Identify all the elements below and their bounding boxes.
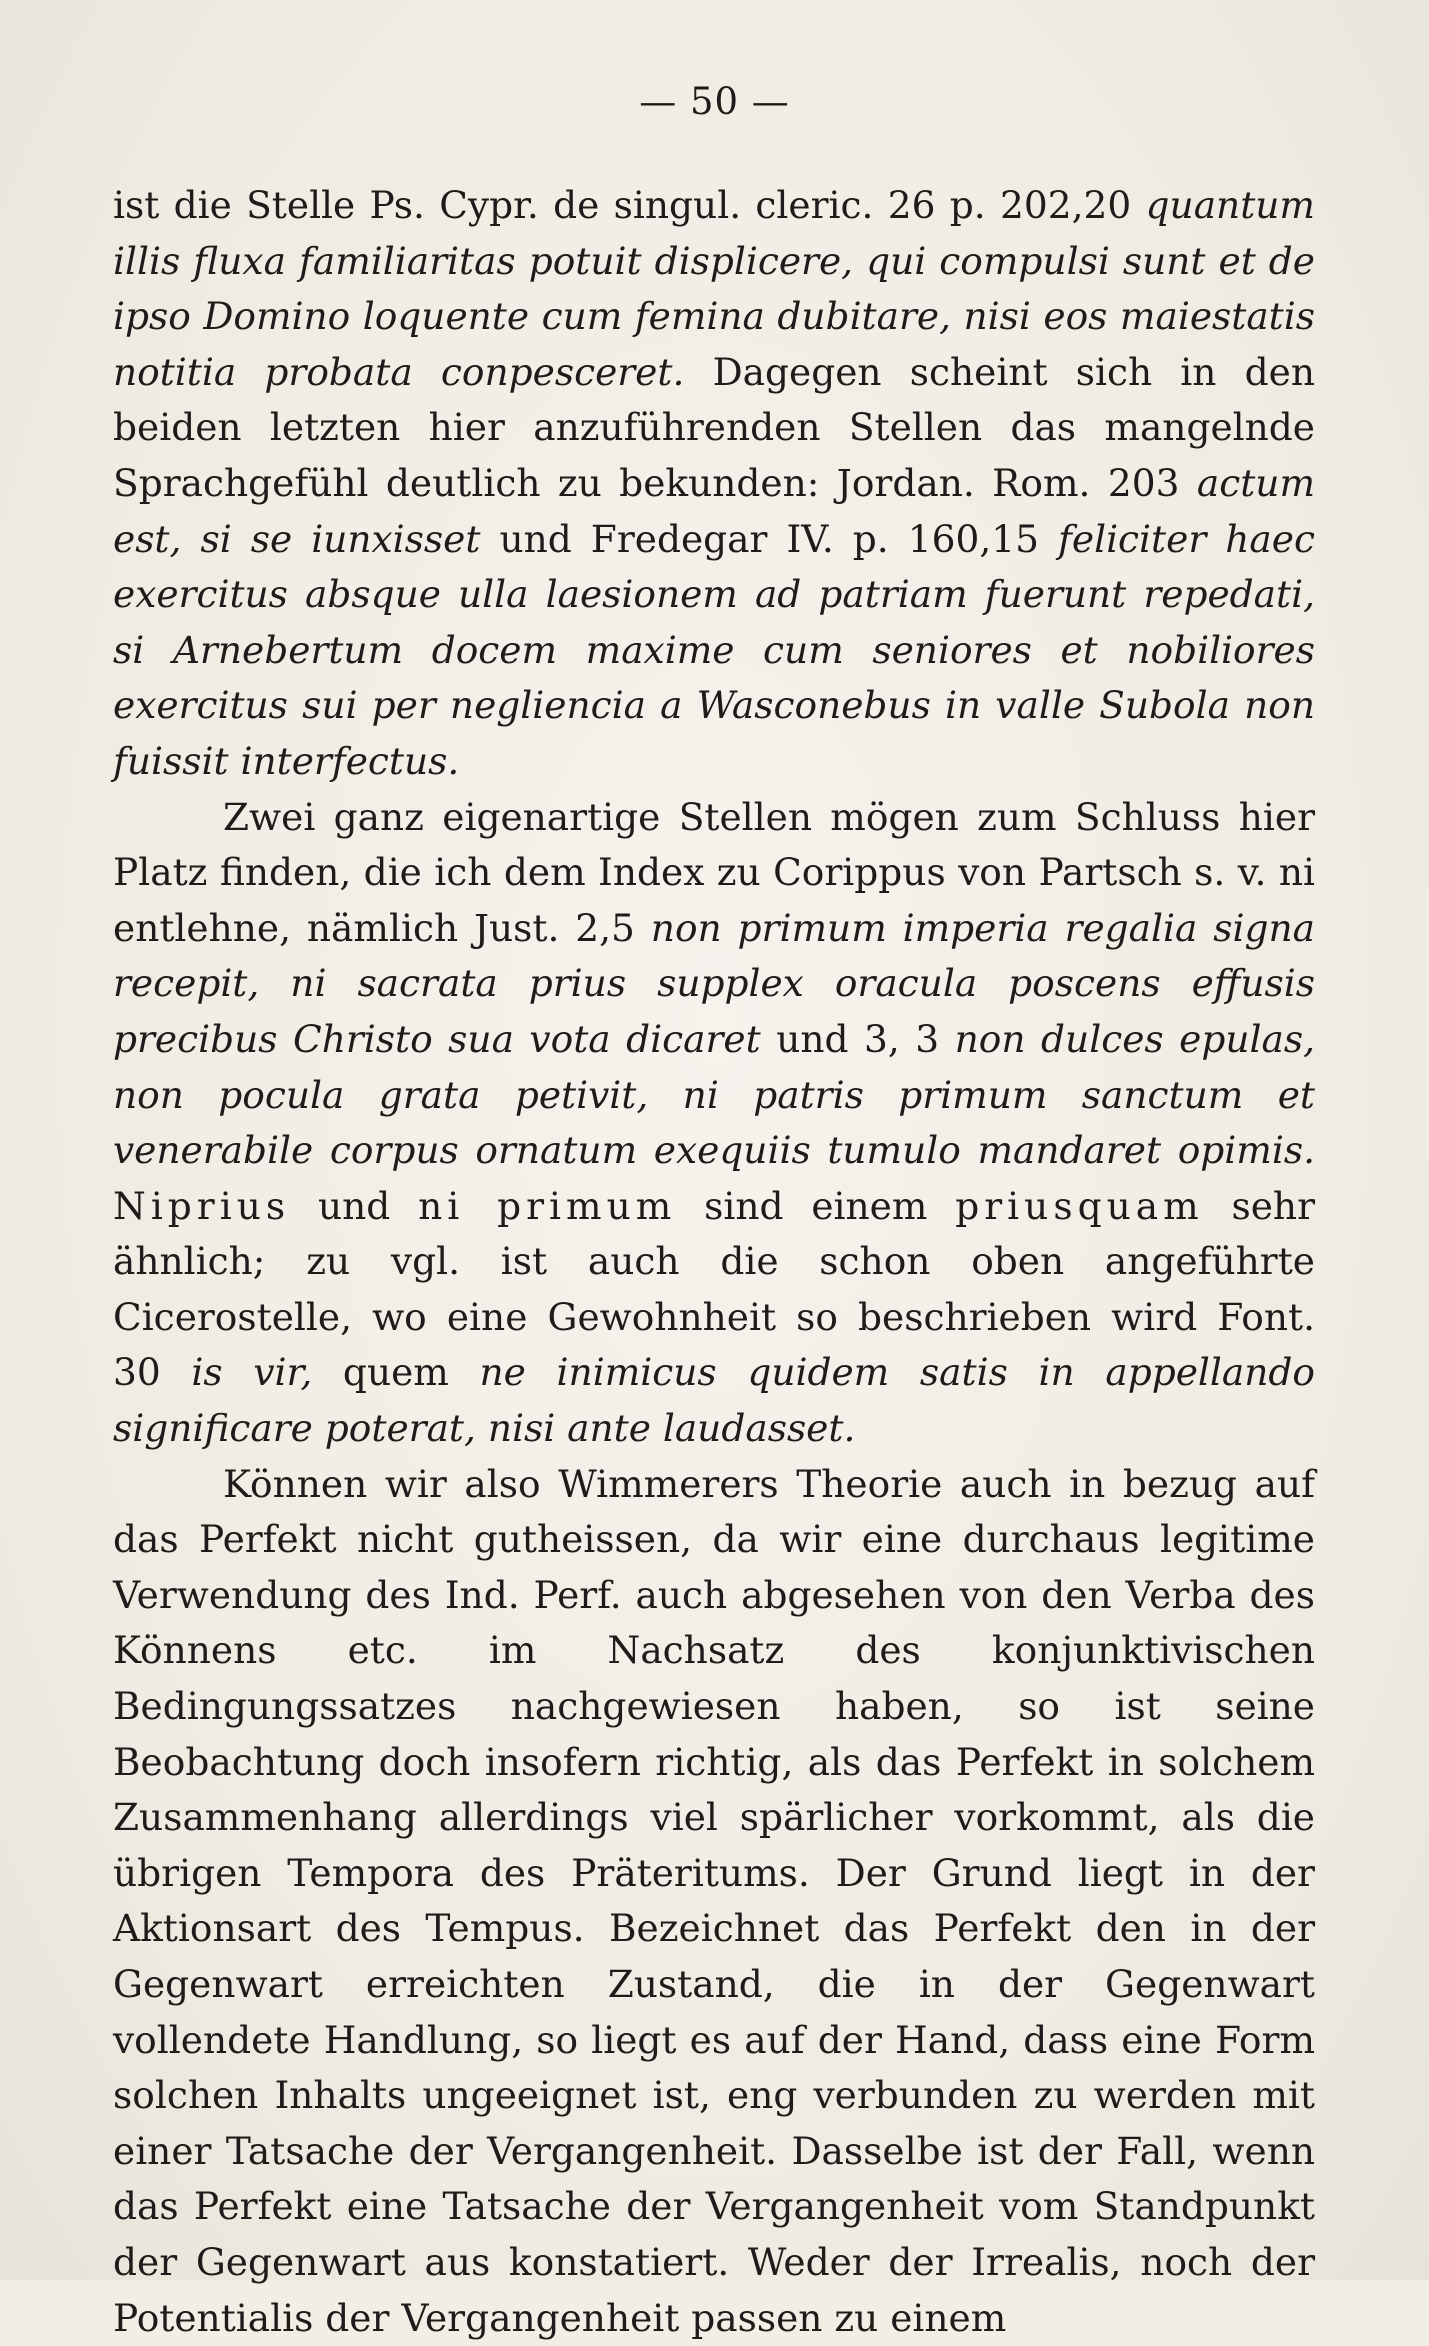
- text-run: sind einem: [676, 1183, 956, 1228]
- text-run: Können wir also Wimmerers Theorie auch in bezug auf das Perfekt nicht gutheissen, da wir eine durchaus legitime Verwendung des Ind. Perf. auch abgesehen von den Verba des Könnens etc. im Nachsatz des konjunktivischen Bedingungssatzes nachgewiesen haben, so ist seine Beobachtung doch insofern richtig, als das Perfekt in solchem Zusammenhang allerdings viel spärlicher vorkommt, als die übrigen Tempora des Präteritums. Der Grund liegt in der Aktionsart des Tempus. Bezeichnet das Perfekt den in der Gegenwart erreichten Zustand, die in der Gegenwart vollendete Handlung, so liegt es auf der Hand, dass eine Form solchen Inhalts ungeeignet ist, eng verbunden zu werden mit einer Tatsache der Vergangenheit. Dasselbe ist der Fall, wenn das Perfekt eine Tatsache der Vergangenheit vom Standpunkt der Gegenwart aus konstatiert. Weder der Irrealis, noch der Potentialis der Vergangenheit passen zu einem: [113, 1461, 1315, 2340]
- latin-quotation: ne inimicus quidem satis in appellando significare poterat, nisi ante laudasset.: [113, 1350, 1315, 1451]
- spaced-emphasis: priusquam: [955, 1183, 1204, 1228]
- text-run: und 3, 3: [760, 1016, 955, 1061]
- text-run: sehr ähnlich; zu vgl. ist auch die schon oben angeführte Cicerostelle, wo eine Gewohnheit so beschrieben wird Font. 30: [113, 1183, 1315, 1395]
- latin-quotation: is vir,: [191, 1350, 313, 1395]
- body-text: [113, 178, 1315, 2346]
- spaced-emphasis: Niprius: [113, 1183, 291, 1228]
- text-run: Dagegen scheint sich in den beiden letzten hier anzuführenden Stellen das mangelnde Sprachgefühl deutlich zu bekunden: Jordan. Rom. 203: [113, 349, 1315, 505]
- latin-quotation: feliciter haec exercitus absque ulla laesionem ad patriam fuerunt repedati, si Arnebertum docem maxime cum seniores et nobiliores exercitus sui per negliencia a Wasconebus in valle Subola non fuissit interfectus.: [113, 516, 1315, 783]
- text-run: und Fredegar IV. p. 160,15: [480, 516, 1058, 561]
- page-number: — 50 —: [639, 80, 790, 123]
- latin-quotation: non primum imperia regalia signa recepit, ni sacrata prius supplex oracula poscens effusis precibus Christo sua vota dicaret: [113, 905, 1315, 1061]
- latin-quotation: actum est, si se iunxisset: [113, 460, 1315, 561]
- latin-quotation: non dulces epulas, non pocula grata petivit, ni patris primum sanctum et venerabile corpus ornatum exequiis tumulo mandaret opimis.: [113, 1016, 1315, 1173]
- text-run: ist die Stelle Ps. Cypr. de singul. cleric. 26 p. 202,20: [113, 183, 1146, 227]
- text-run: Zwei ganz eigenartige Stellen mögen zum Schluss hier Platz finden, die ich dem Index zu Corippus von Partsch s. v. ni entlehne, nämlich Just. 2,5: [113, 794, 1315, 950]
- paragraph-2: [113, 790, 1315, 1457]
- text-run: quem: [312, 1350, 480, 1395]
- paragraph-1: [113, 178, 1315, 790]
- text-run: und: [290, 1183, 419, 1228]
- latin-quotation: quantum illis fluxa familiaritas potuit displicere, qui compulsi sunt et de ipso Domino loquente cum femina dubitare, nisi eos maiestatis notitia probata conpesceret.: [113, 183, 1315, 394]
- paragraph-3: [113, 1457, 1315, 2346]
- spaced-emphasis: ni primum: [418, 1183, 677, 1228]
